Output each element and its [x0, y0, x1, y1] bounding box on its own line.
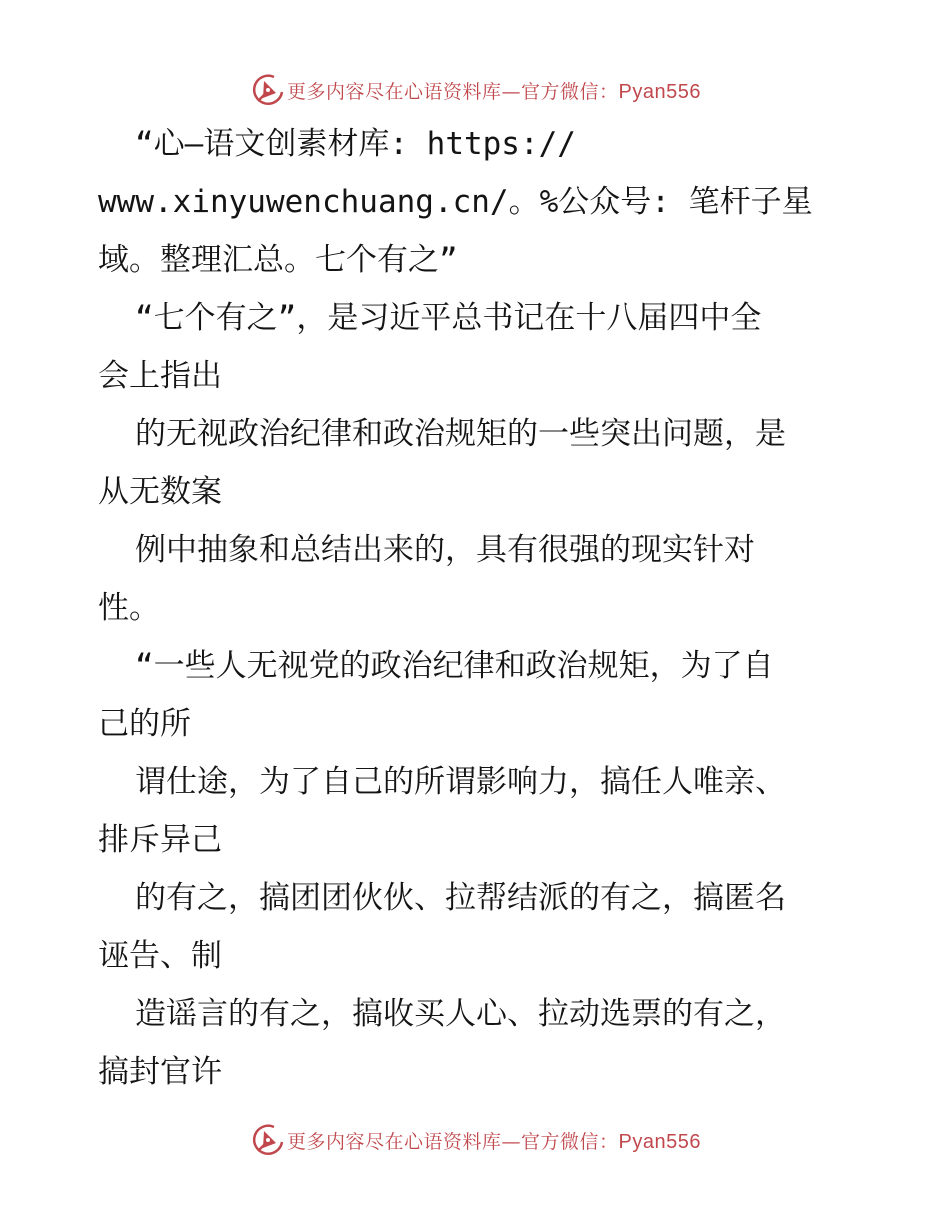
body-line: 从无数案: [98, 474, 222, 510]
body-line: 会上指出: [98, 358, 222, 394]
body-line: “心—语文创素材库: https://: [135, 126, 576, 162]
header-banner-text: [287, 77, 701, 104]
body-line: 己的所: [98, 706, 191, 742]
body-line: “一些人无视党的政治纪律和政治规矩，为了自: [135, 648, 774, 684]
body-line: 的无视政治纪律和政治规矩的一些突出问题，是: [135, 416, 786, 452]
body-line: 排斥异己: [98, 822, 222, 858]
pen-nib-logo-icon: [249, 72, 285, 108]
body-line: 诬告、制: [98, 938, 222, 974]
footer-banner-handle: Pyan556: [618, 1130, 701, 1153]
header-banner: [0, 72, 950, 108]
footer-banner-text: [287, 1127, 701, 1154]
body-line: 谓仕途，为了自己的所谓影响力，搞任人唯亲、: [135, 764, 786, 800]
body-line: 例中抽象和总结出来的，具有很强的现实针对: [135, 532, 755, 568]
header-banner-handle: Pyan556: [618, 80, 701, 103]
body-line: 性。: [98, 590, 160, 626]
footer-banner: [0, 1122, 950, 1158]
body-line: 搞封官许: [98, 1054, 222, 1090]
header-banner-label: 更多内容尽在心语资料库—官方微信：: [287, 80, 619, 103]
pen-nib-logo-icon: [249, 1122, 285, 1158]
document-body: [98, 115, 898, 1101]
body-line: 造谣言的有之，搞收买人心、拉动选票的有之，: [135, 996, 786, 1032]
footer-banner-label: 更多内容尽在心语资料库—官方微信：: [287, 1130, 619, 1153]
body-line: 的有之，搞团团伙伙、拉帮结派的有之，搞匿名: [135, 880, 786, 916]
body-line: www.xinyuwenchuang.cn/。%公众号: 笔杆子星: [98, 184, 813, 220]
body-line: 域。整理汇总。七个有之”: [98, 242, 458, 278]
body-line: “七个有之”，是习近平总书记在十八届四中全: [135, 300, 762, 336]
